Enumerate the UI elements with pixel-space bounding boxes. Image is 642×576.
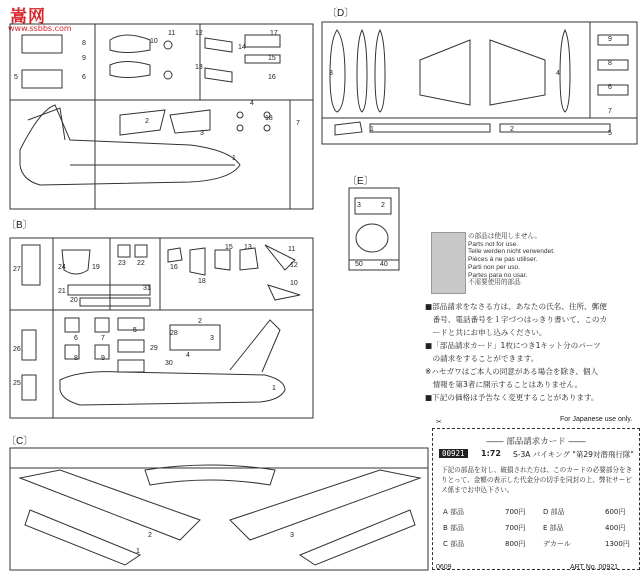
part-label: 7 xyxy=(296,120,300,127)
part-label: 3 xyxy=(290,532,294,539)
part-label: 40 xyxy=(380,261,388,268)
legend-line: の部品は使用しません。 xyxy=(468,233,541,240)
legend-line: 不需要使用的部品 xyxy=(468,279,521,287)
part-label: 16 xyxy=(170,264,178,271)
art-number: ART No. 00921 xyxy=(570,564,618,571)
note-line: 情報を第3者に開示することはありません。 xyxy=(425,380,583,389)
price-part: デカール xyxy=(543,540,571,548)
part-label: 3 xyxy=(210,335,214,342)
part-label: 26 xyxy=(13,346,21,353)
legend-line: Teile werden nicht verwendet. xyxy=(468,248,555,256)
price-value: 1300円 xyxy=(605,540,630,548)
part-label: 2 xyxy=(381,202,385,209)
legend-line: Pièces à ne pas utiliser. xyxy=(468,256,538,264)
part-label: 2 xyxy=(148,532,152,539)
part-label: 50 xyxy=(355,261,363,268)
part-label: 29 xyxy=(150,345,158,352)
note-line: 番号、電話番号を１字づつはっきり書いて、このカ xyxy=(425,315,608,324)
part-label: 21 xyxy=(58,288,66,295)
price-row xyxy=(443,523,633,533)
kit-number: 00921 xyxy=(439,449,468,458)
card-title: ―― 部品請求カード ―― xyxy=(486,437,586,447)
part-label: 19 xyxy=(92,264,100,271)
part-label: 6 xyxy=(608,84,612,91)
price-value: 700円 xyxy=(505,524,526,532)
part-label: 1 xyxy=(136,548,140,555)
part-label: 9 xyxy=(101,355,105,362)
part-label: 24 xyxy=(58,264,66,271)
part-label: 4 xyxy=(556,70,560,77)
price-value: 700円 xyxy=(505,508,526,516)
unused-parts-legend xyxy=(468,233,555,287)
note-line: ■下記の価格は予告なく変更することがあります。 xyxy=(425,393,599,402)
part-label: 1 xyxy=(370,126,374,133)
part-label: 4 xyxy=(186,352,190,359)
japanese-only-note: For Japanese use only. xyxy=(560,416,633,423)
part-label: 12 xyxy=(195,30,203,37)
part-label: 10 xyxy=(290,280,298,287)
price-part: D 部品 xyxy=(543,508,565,516)
section-b-label: 〔B〕 xyxy=(6,220,33,231)
price-value: 800円 xyxy=(505,540,526,548)
part-label: 6 xyxy=(74,335,78,342)
part-label: 8 xyxy=(82,40,86,47)
note-line: の請求をすることができます。 xyxy=(425,354,539,363)
part-label: 15 xyxy=(268,55,276,62)
part-label: 15 xyxy=(225,244,233,251)
part-label: 20 xyxy=(70,297,78,304)
card-description: 下記の部品を対し、破損された方は、このカードの必要部分をきりとって、金額の表示した代金分の切手を同封の上、弊社サービス係までお申込下さい。 xyxy=(441,466,633,494)
price-row xyxy=(443,507,633,517)
part-label: 10 xyxy=(150,38,158,45)
part-label: 5 xyxy=(608,130,612,137)
part-label: 8 xyxy=(74,355,78,362)
part-label: 6 xyxy=(82,74,86,81)
part-label: 8 xyxy=(608,60,612,67)
sprue-b-frame xyxy=(10,238,313,418)
logo-url: www.ssbbs.com xyxy=(8,24,72,33)
price-row xyxy=(443,539,633,549)
unused-parts-swatch xyxy=(431,232,466,294)
price-value: 400円 xyxy=(605,524,626,532)
part-label: 3 xyxy=(200,130,204,137)
legend-line: Parti non per uso. xyxy=(468,263,521,271)
part-label: 22 xyxy=(137,260,145,267)
part-label: 23 xyxy=(118,260,126,267)
note-line: ードと共にお申し込みください。 xyxy=(425,328,547,337)
note-line: ■「部品請求カード」1枚につき1キット分のパーツ xyxy=(425,341,601,350)
part-label: 9 xyxy=(608,36,612,43)
part-label: 18 xyxy=(198,278,206,285)
price-part: E 部品 xyxy=(543,524,564,532)
part-label: 11 xyxy=(288,246,296,253)
part-label: 27 xyxy=(13,266,21,273)
part-label: 12 xyxy=(290,262,298,269)
section-d-label: 〔D〕 xyxy=(327,8,355,19)
logo-text: 嵩网 xyxy=(10,7,46,27)
part-label: 3 xyxy=(357,202,361,209)
part-label: 2 xyxy=(145,118,149,125)
sprue-c-frame xyxy=(10,448,428,570)
parts-order-notes xyxy=(425,300,637,404)
part-label: 2 xyxy=(510,126,514,133)
part-label: 7 xyxy=(608,108,612,115)
section-c-label: 〔C〕 xyxy=(6,436,34,447)
part-label: 5 xyxy=(14,74,18,81)
part-label: 1 xyxy=(232,155,236,162)
part-label: 2 xyxy=(198,318,202,325)
legend-line: Parts not for use. xyxy=(468,240,519,248)
part-label: 17 xyxy=(270,30,278,37)
part-label: 18 xyxy=(265,115,273,122)
section-e-label: 〔E〕 xyxy=(347,176,374,187)
note-line: ※ハセガワはご本人の同意がある場合を除き、個人 xyxy=(425,367,599,376)
part-label: 7 xyxy=(101,335,105,342)
legend-line: Partes para no usar. xyxy=(468,271,528,279)
part-label: 11 xyxy=(168,30,176,37)
part-label: 14 xyxy=(238,44,246,51)
parts-order-card xyxy=(432,428,640,570)
note-line: ■部品請求をなさる方は、あなたの氏名、住所、郵便 xyxy=(425,302,607,311)
scissors-icon: ✂ xyxy=(436,419,442,426)
kit-name: S-3A バイキング "第29対潜飛行隊" xyxy=(513,450,634,459)
part-label: 28 xyxy=(170,330,178,337)
part-label: 13 xyxy=(195,64,203,71)
price-value: 600円 xyxy=(605,508,626,516)
part-label: 31 xyxy=(143,285,151,292)
part-label: 13 xyxy=(244,244,252,251)
part-label: 16 xyxy=(268,74,276,81)
kit-scale: 1:72 xyxy=(481,449,501,458)
print-code: 0609 xyxy=(436,564,452,571)
part-label: 4 xyxy=(250,100,254,107)
part-label: 30 xyxy=(165,360,173,367)
price-part: B 部品 xyxy=(443,524,465,532)
price-part: A 部品 xyxy=(443,508,465,516)
part-label: 5 xyxy=(133,327,137,334)
price-part: C 部品 xyxy=(443,540,465,548)
part-label: 9 xyxy=(82,55,86,62)
part-label: 3 xyxy=(329,70,333,77)
part-label: 25 xyxy=(13,380,21,387)
part-label: 1 xyxy=(272,385,276,392)
